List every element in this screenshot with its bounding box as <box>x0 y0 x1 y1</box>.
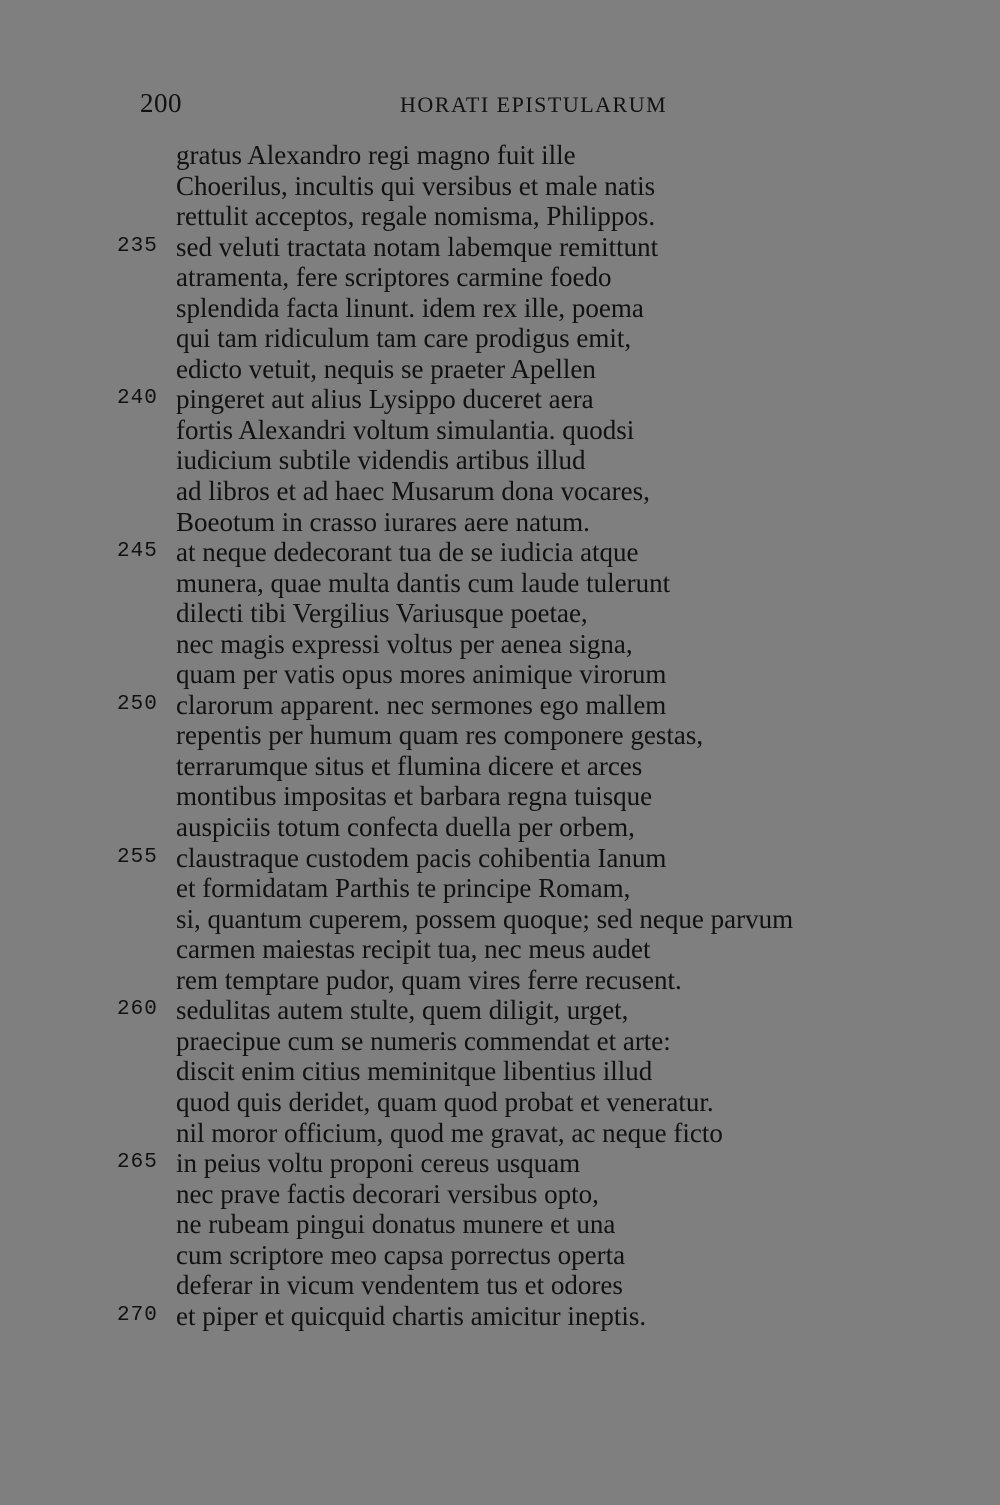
line-number: 235 <box>117 234 158 258</box>
line-text: praecipue cum se numeris commendat et arte: <box>176 1025 671 1056</box>
line-text: si, quantum cuperem, possem quoque; sed neque parvum <box>176 903 794 934</box>
line-number: 260 <box>117 998 158 1022</box>
line-text: nil moror officium, quod me gravat, ac neque ficto <box>176 1117 723 1148</box>
line-number: 250 <box>117 692 158 716</box>
line-text: at neque dedecorant tua de se iudicia atque <box>176 537 639 568</box>
verse-block <box>0 140 1000 1331</box>
verse-line <box>0 751 1000 782</box>
line-number: 240 <box>117 387 158 411</box>
line-text: atramenta, fere scriptores carmine foedo <box>176 262 612 293</box>
verse-line <box>0 598 1000 629</box>
line-text: deferar in vicum vendentem tus et odores <box>176 1270 623 1301</box>
line-text: in peius voltu proponi cereus usquam <box>176 1148 581 1179</box>
line-text: qui tam ridiculum tam care prodigus emit, <box>176 323 632 354</box>
line-text: rettulit acceptos, regale nomisma, Philippos. <box>176 201 656 232</box>
verse-line <box>0 1026 1000 1057</box>
verse-line <box>0 965 1000 996</box>
line-text: carmen maiestas recipit tua, nec meus audet <box>176 934 651 965</box>
verse-line <box>0 140 1000 171</box>
running-title: HORATI EPISTULARUM <box>400 92 668 117</box>
verse-line <box>0 262 1000 293</box>
line-text: et formidatam Parthis te principe Romam, <box>176 873 631 904</box>
line-text: munera, quae multa dantis cum laude tulerunt <box>176 567 671 598</box>
verse-line <box>0 293 1000 324</box>
line-text: pingeret aut alius Lysippo duceret aera <box>176 384 594 415</box>
line-text: clarorum apparent. nec sermones ego mallem <box>176 689 667 720</box>
verse-line <box>0 537 1000 568</box>
line-text: terrarumque situs et flumina dicere et arces <box>176 750 643 781</box>
line-text: cum scriptore meo capsa porrectus operta <box>176 1239 626 1270</box>
page-number: 200 <box>140 88 182 118</box>
verse-line <box>0 568 1000 599</box>
line-text: claustraque custodem pacis cohibentia Ianum <box>176 842 667 873</box>
line-text: gratus Alexandro regi magno fuit ille <box>176 140 576 170</box>
line-text: auspiciis totum confecta duella per orbem, <box>176 812 635 843</box>
line-text: quam per vatis opus mores animique virorum <box>176 659 667 690</box>
verse-line <box>0 415 1000 446</box>
line-text: sed veluti tractata notam labemque remittunt <box>176 231 659 262</box>
verse-line <box>0 873 1000 904</box>
verse-line <box>0 171 1000 202</box>
line-text: rem temptare pudor, quam vires ferre recusent. <box>176 964 682 995</box>
verse-line <box>0 812 1000 843</box>
line-text: et piper et quicquid chartis amicitur ineptis. <box>176 1300 647 1331</box>
line-text: repentis per humum quam res componere gestas, <box>176 720 704 751</box>
verse-line <box>0 323 1000 354</box>
line-text: splendida facta linunt. idem rex ille, poema <box>176 292 644 323</box>
line-text: sedulitas autem stulte, quem diligit, urget, <box>176 995 629 1026</box>
verse-line <box>0 629 1000 660</box>
line-text: ad libros et ad haec Musarum dona vocares, <box>176 476 650 507</box>
verse-line <box>0 934 1000 965</box>
verse-line <box>0 843 1000 874</box>
verse-line <box>0 476 1000 507</box>
line-text: Boeotum in crasso iurares aere natum. <box>176 506 590 537</box>
verse-line <box>0 445 1000 476</box>
line-text: dilecti tibi Vergilius Variusque poetae, <box>176 598 588 629</box>
line-text: iudicium subtile videndis artibus illud <box>176 445 586 476</box>
verse-line <box>0 659 1000 690</box>
line-text: nec prave factis decorari versibus opto, <box>176 1178 599 1209</box>
verse-line <box>0 354 1000 385</box>
page-header <box>140 88 760 124</box>
verse-line <box>0 384 1000 415</box>
verse-line <box>0 690 1000 721</box>
line-text: montibus impositas et barbara regna tuisque <box>176 781 653 812</box>
line-text: ne rubeam pingui donatus munere et una <box>176 1209 616 1240</box>
verse-line <box>0 1301 1000 1332</box>
verse-line <box>0 507 1000 538</box>
line-number: 270 <box>117 1303 158 1327</box>
verse-line <box>0 1118 1000 1149</box>
verse-line <box>0 781 1000 812</box>
verse-line <box>0 904 1000 935</box>
verse-line <box>0 232 1000 263</box>
verse-line <box>0 995 1000 1026</box>
line-number: 255 <box>117 845 158 869</box>
verse-line <box>0 1240 1000 1271</box>
line-text: Choerilus, incultis qui versibus et male natis <box>176 170 656 201</box>
line-text: quod quis deridet, quam quod probat et veneratur. <box>176 1086 714 1117</box>
verse-line <box>0 1056 1000 1087</box>
verse-line <box>0 1179 1000 1210</box>
verse-line <box>0 201 1000 232</box>
line-number: 245 <box>117 540 158 564</box>
line-number: 265 <box>117 1151 158 1175</box>
line-text: nec magis expressi voltus per aenea signa, <box>176 628 633 659</box>
verse-line <box>0 720 1000 751</box>
line-text: discit enim citius meminitque libentius illud <box>176 1056 653 1087</box>
verse-line <box>0 1087 1000 1118</box>
line-text: fortis Alexandri voltum simulantia. quodsi <box>176 414 635 445</box>
line-text: edicto vetuit, nequis se praeter Apellen <box>176 353 596 384</box>
verse-line <box>0 1270 1000 1301</box>
verse-line <box>0 1148 1000 1179</box>
verse-line <box>0 1209 1000 1240</box>
